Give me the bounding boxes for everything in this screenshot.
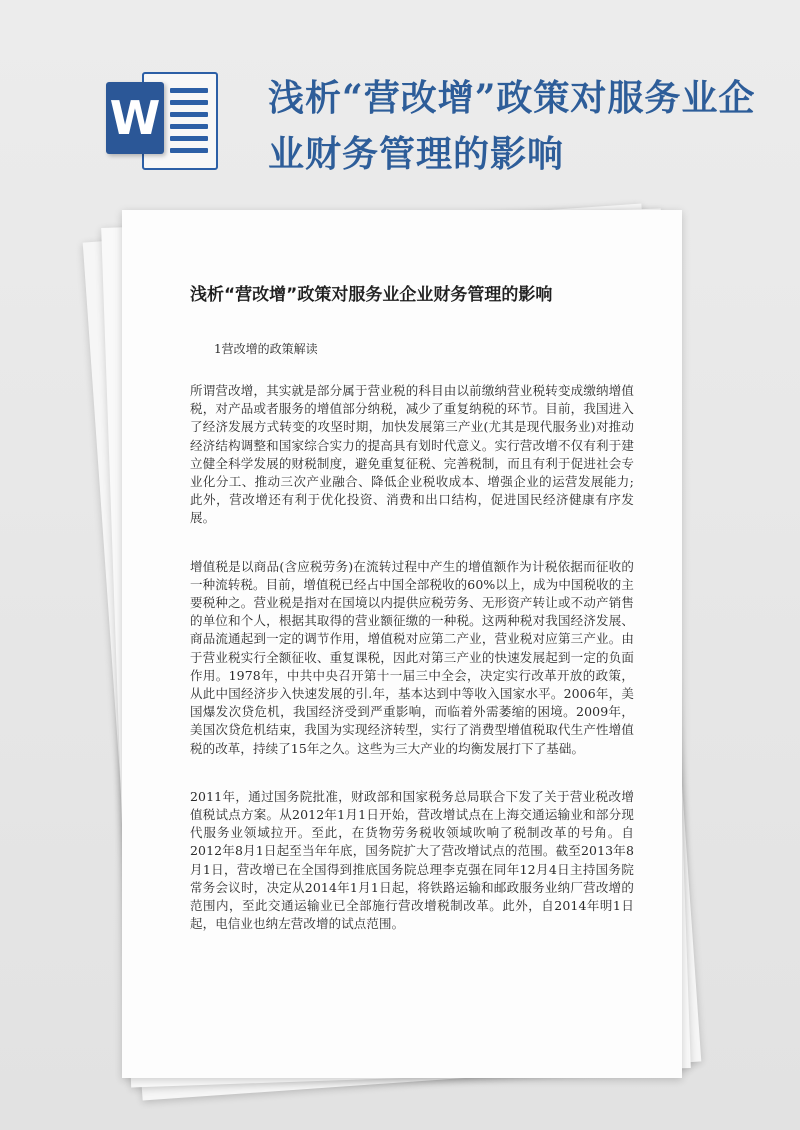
word-logo-letter: W xyxy=(106,82,164,154)
section-heading: 1营改增的政策解读 xyxy=(214,342,318,356)
document-body xyxy=(190,282,634,963)
document-title: 浅析“营改增”政策对服务业企业财务管理的影响 xyxy=(190,285,553,305)
paragraph-3: 2011年，通过国务院批准，财政部和国家税务总局联合下发了关于营业税改增值税试点方案。从2012年1月1日开始，营改增试点在上海交通运输业和部分现代服务业领域拉开。至此，在货物劳务税收领域吹响了税制改革的号角。自2012年8月1日起至当年年底，国务院扩大了营改增试点的范围。截至2013年8月1日，营改增已在全国得到推底国务院总理李克强在同年12月4日主持国务院常务会议时，决定从2014年1月1日起，将铁路运输和邮政服务业纳厂营改增的范围内，至此交通运输业已全部施行营改增税制改革。此外，自2014年明1日起，电信业也纳左营改增的试点范围。 xyxy=(190,788,634,932)
paragraph-2: 增值税是以商品(含应税劳务)在流转过程中产生的增值额作为计税依据而征收的一种流转税。目前，增值税已经占中国全部税收的60%以上，成为中国税收的主要税种之。营业税是指对在国境以内提供应税劳务、无形资产转让或不动产销售的单位和个人，根据其取得的营业额征缴的一种税。这两种税对我国经济发展、商品流通起到一定的调节作用，增值税对应第二产业，营业税对应第三产业。由于营业税实行全额征收、重复课税，因此对第三产业的快速发展起到一定的负面作用。1978年，中共中央召开第十一届三中全会，决定实行改革开放的政策，从此中国经济步入快速发展的引.年，基本达到中等收入国家水平。2006年，美国爆发次贷危机，我国经济受到严重影响，而临着外需萎缩的困境。2009年，美国次贷危机结束，我国为实现经济转型，实行了消费型增值税取代生产性增值税的改革，持续了15年之久。这些为三大产业的均衡发展打下了基础。 xyxy=(190,558,634,756)
document-page xyxy=(122,210,682,1078)
word-document-icon xyxy=(100,66,220,176)
paragraph-1: 所谓营改增，其实就是部分属于营业税的科目由以前缴纳营业税转变成缴纳增值税，对产品或者服务的增值部分纳税，减少了重复纳税的环节。目前，我国进入了经济发展方式转变的攻坚时期，加快发展第三产业(尤其是现代服务业)对推动经济结构调整和国家综合实力的提高具有划时代意义。实行营改增不仅有利于建立健全科学发展的财税制度，避免重复征税、完善税制，而且有利于促进社会专业化分工、推动三次产业融合、降低企业税收成本、增强企业的运营发展能力;此外，营改增还有利于优化投资、消费和出口结构，促进国民经济健康有序发展。 xyxy=(190,383,634,526)
page-title: 浅析“营改增”政策对服务业企业财务管理的影响 xyxy=(268,77,756,175)
